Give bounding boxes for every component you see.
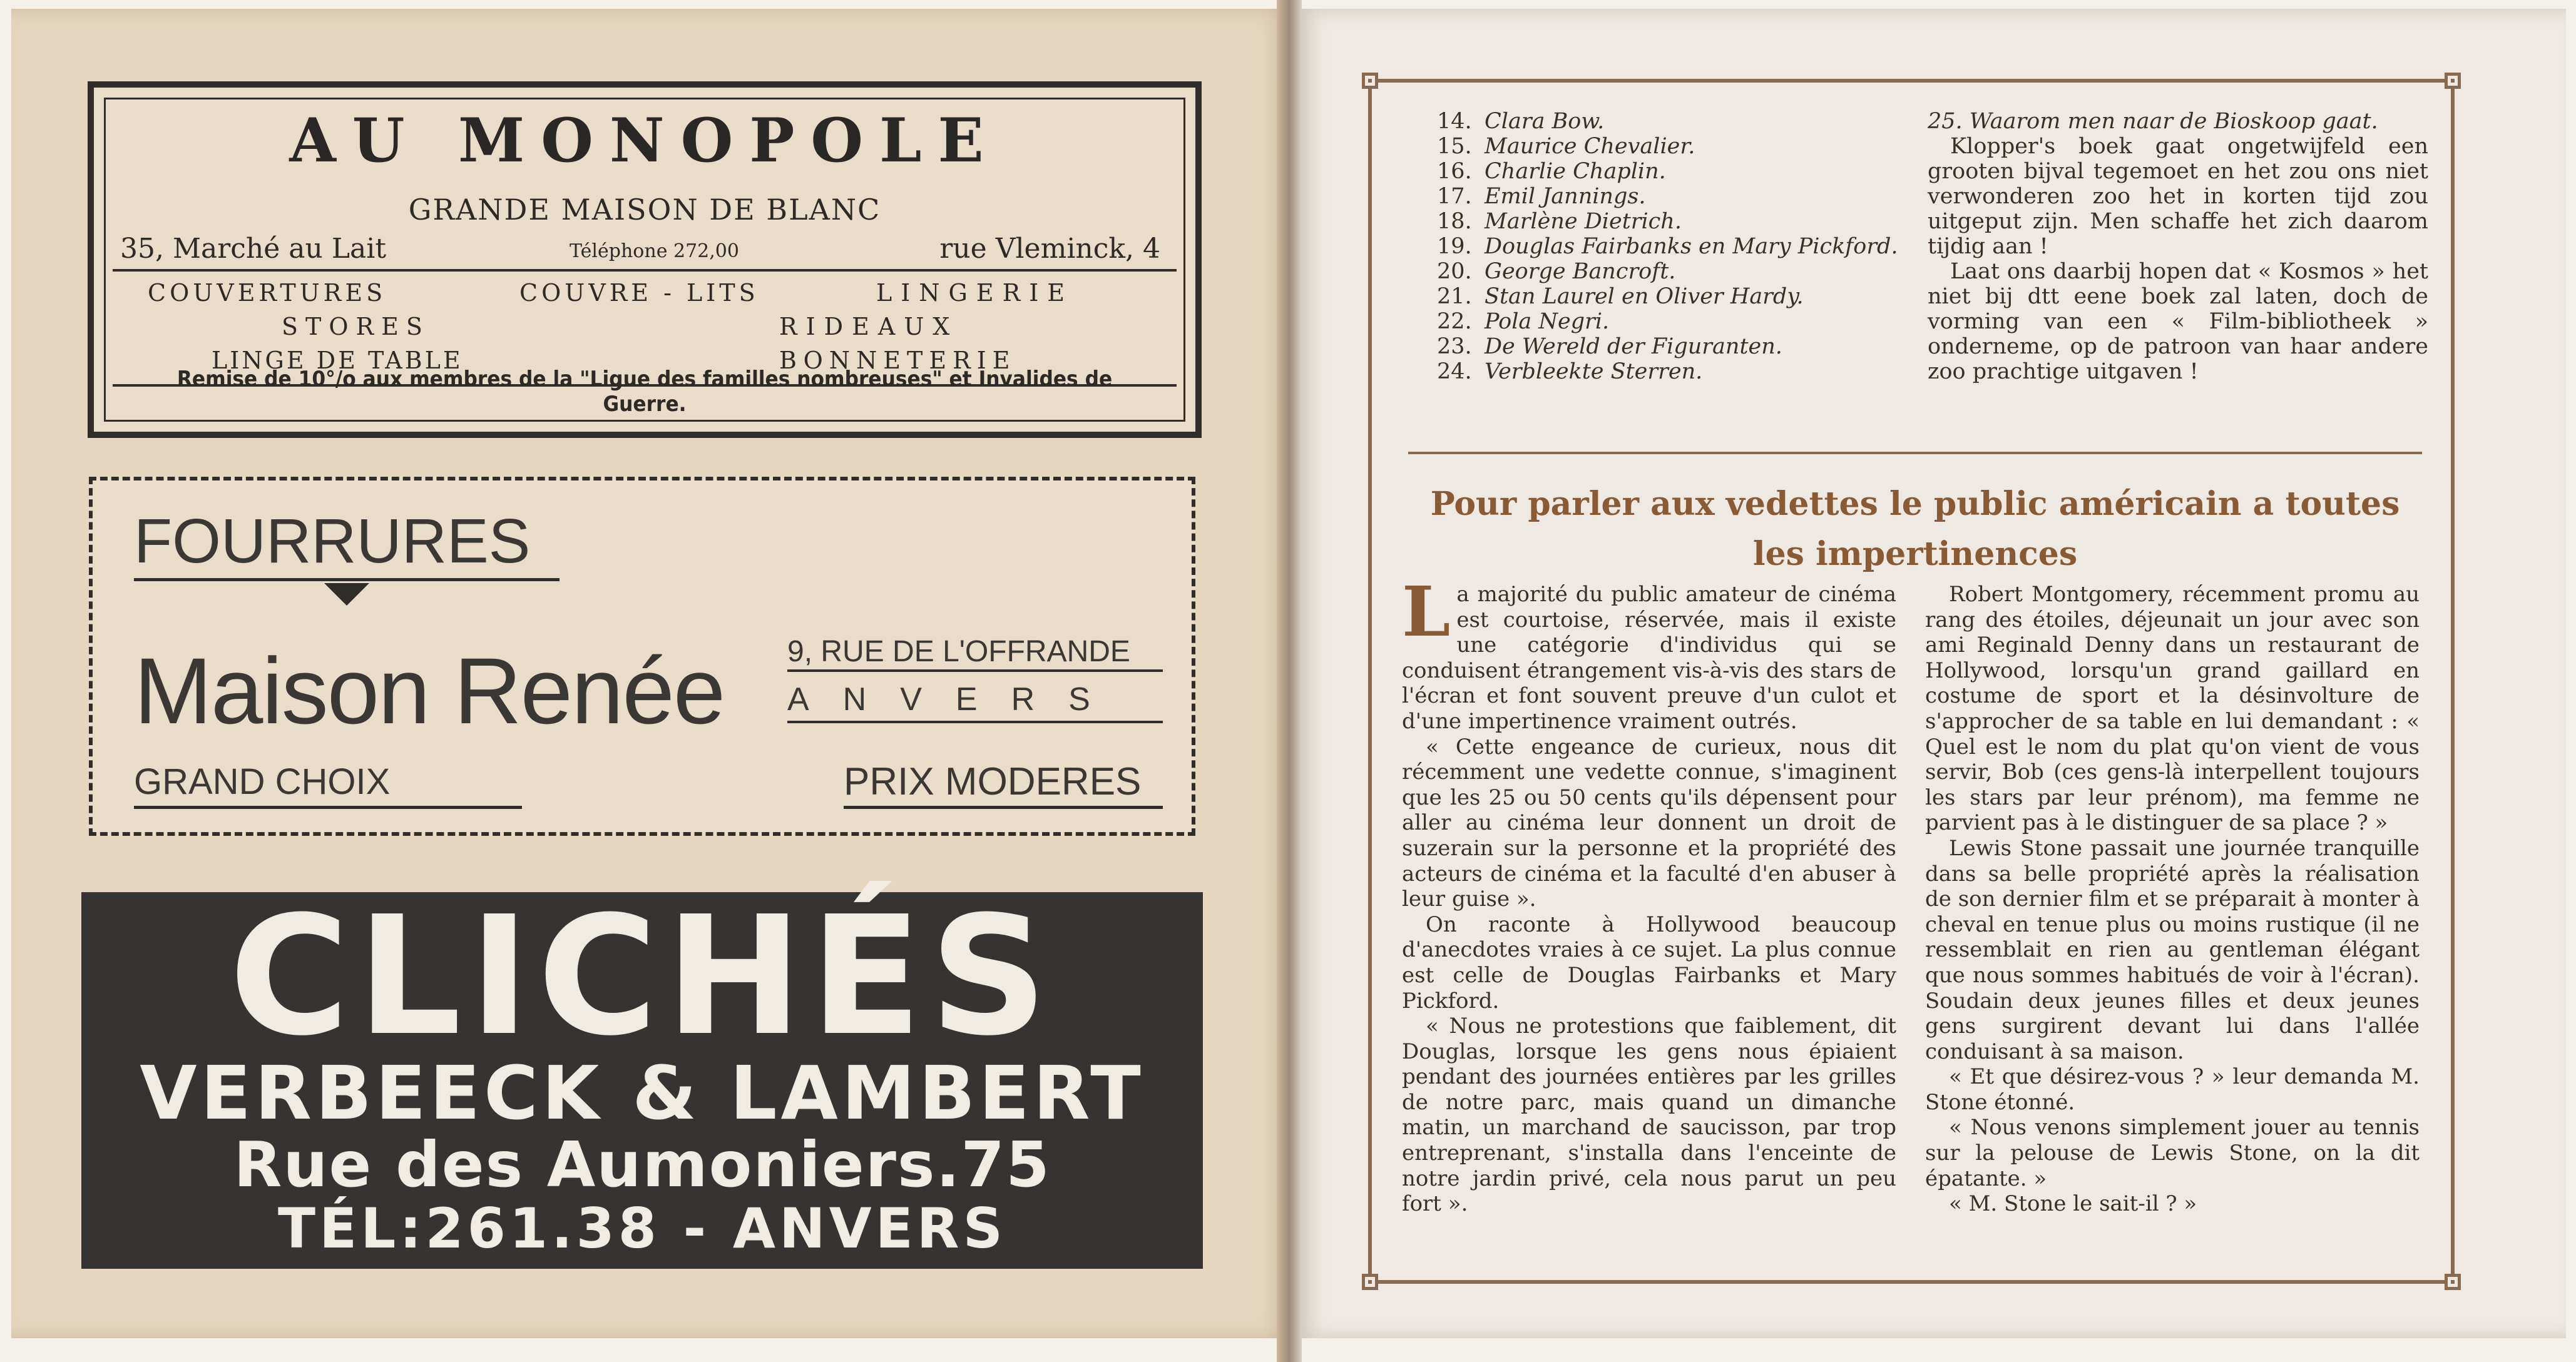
ad-underline <box>134 806 522 809</box>
chapter-number: 17. <box>1437 184 1472 209</box>
ad-item: LINGE DE TABLE <box>212 347 463 374</box>
paragraph: Laat ons daarbij hopen dat « Kosmos » het niet bij dtt eene boek zal laten, doch de vorming van een « Film-bibliotheek » onderneme, op de patroon van haar andere zoo prachtige uitgaven ! <box>1928 259 2428 384</box>
paragraph: « M. Stone le sait-il ? » <box>1949 1191 2197 1217</box>
list-item <box>1437 134 1925 159</box>
corner-ornament <box>1362 1274 1378 1290</box>
drop-cap: L <box>1402 571 1451 652</box>
list-item <box>1437 309 1925 334</box>
corner-ornament <box>1362 73 1378 89</box>
ad-item: COUVERTURES <box>148 279 387 307</box>
ad-item: COUVRE - LITS <box>519 279 759 307</box>
chapter-number: 23. <box>1437 334 1472 359</box>
ad-maison-renee <box>89 477 1195 836</box>
ad-underline <box>787 721 1163 723</box>
ad-cliches <box>81 881 1203 1269</box>
ad-address: 35, Marché au Lait <box>120 233 387 265</box>
list-item <box>1437 159 1925 184</box>
corner-ornament <box>2445 73 2461 89</box>
ad-au-monopole <box>88 81 1202 438</box>
chapter-number: 20. <box>1437 259 1472 284</box>
chapter-title: Marlène Dietrich. <box>1485 209 1682 234</box>
corner-ornament <box>2445 1274 2461 1290</box>
chapter-title: Emil Jannings. <box>1485 184 1646 209</box>
chapter-title: 25. Waarom men naar de Bioskoop gaat. <box>1928 109 2378 134</box>
ad-tag-left: GRAND CHOIX <box>134 761 391 802</box>
list-item <box>1437 209 1925 234</box>
article-column-right <box>1925 582 2420 1217</box>
chapter-title: George Bancroft. <box>1485 259 1676 284</box>
list-item <box>1437 109 1925 134</box>
list-item <box>1437 184 1925 209</box>
chapter-title: Maurice Chevalier. <box>1485 134 1695 159</box>
ad-title: CLICHÉS <box>229 881 1055 1072</box>
chapter-number: 16. <box>1437 159 1472 184</box>
paragraph: On raconte à Hollywood beaucoup d'anecdotes vraies à ce sujet. La plus connue est celle de Douglas Fairbanks et Mary Pickford. <box>1402 912 1896 1014</box>
ad-underline <box>787 669 1163 672</box>
ad-title: AU MONOPOLE <box>289 105 1000 176</box>
chapter-title: Verbleekte Sterren. <box>1485 359 1703 384</box>
chapter-number: 15. <box>1437 134 1472 159</box>
paragraph: Robert Montgomery, récemment promu au rang des étoiles, déjeunait un jour avec son ami Reginald Denny dans un restaurant de Hollywood, lorsqu'un grand gaillard en costume de sport et la désinvolture de s'approcher de sa table en lui demandant : « Quel est le nom du plat qu'on vient de vous servir, Bob (ces gens-là interpellent toujours les stars par leur prénom), ma femme ne parvient pas à le distinguer de sa place ? » <box>1925 582 2420 836</box>
list-item <box>1437 284 1925 309</box>
ad-shop-name: Maison Renée <box>134 638 725 743</box>
paragraph: « Nous venons simplement jouer au tennis sur la pelouse de Lewis Stone, on la dit épatante. » <box>1925 1115 2420 1191</box>
ad-underline <box>844 806 1163 809</box>
chapter-title: Stan Laurel en Oliver Hardy. <box>1485 284 1804 309</box>
ad-item: LINGERIE <box>876 279 1073 307</box>
ad-divider <box>113 269 1177 272</box>
list-item <box>1437 234 1925 259</box>
down-triangle-icon <box>324 583 369 606</box>
ad-item: RIDEAUX <box>779 313 959 340</box>
chapter-title: De Wereld der Figuranten. <box>1485 334 1782 359</box>
ad-item: BONNETERIE <box>779 347 1016 374</box>
chapter-number: 21. <box>1437 284 1472 309</box>
chapter-title: Clara Bow. <box>1485 109 1605 134</box>
ad-item: STORES <box>282 313 430 340</box>
chapter-number: 14. <box>1437 109 1472 134</box>
chapter-title: Douglas Fairbanks en Mary Pickford. <box>1485 234 1898 259</box>
list-item <box>1437 259 1925 284</box>
ad-underline <box>134 578 560 581</box>
section-divider <box>1408 452 2422 454</box>
paragraph <box>1402 571 1896 734</box>
ad-tag-right: PRIX MODERES <box>844 760 1142 803</box>
binding-gutter <box>1277 0 1302 1362</box>
ad-discount-note: Remise de 10°/o aux membres de la "Ligue des familles nombreuses" et Invalides de Guerre. <box>176 367 1113 417</box>
paragraph: « Cette engeance de curieux, nous dit récemment une vedette connue, s'imaginent que les 25 ou 50 cents qu'ils dépensent pour aller au cinéma leur donnent un droit de suzerain sur la personne et la propriété des acteurs de cinéma et la faculté d'en abuser à leur guise ». <box>1402 734 1896 912</box>
article-headline: Pour parler aux vedettes le public américain a toutes les impertinences <box>1430 485 2400 573</box>
ad-telephone: Téléphone 272,00 <box>570 240 739 262</box>
book-chapter-list <box>1437 109 1925 384</box>
book-review-text <box>1928 109 2428 384</box>
ad-telephone: TÉL:261.38 - ANVERS <box>278 1196 1006 1261</box>
ad-city: ANVERS <box>787 681 1124 718</box>
list-item <box>1437 334 1925 359</box>
ad-company: VERBEECK & LAMBERT <box>140 1050 1145 1136</box>
ad-heading: FOURRURES <box>134 506 531 576</box>
list-item <box>1437 359 1925 384</box>
paragraph-text: a majorité du public amateur de cinéma est courtoise, réservée, mais il existe une catégorie d'individus qui se conduisent étrangement vis-à-vis des stars de l'écran et font souvent preuve d'un culot et d'une impertinence vraiment outrés. <box>1402 582 1896 734</box>
chapter-number: 22. <box>1437 309 1472 334</box>
chapter-title: Charlie Chaplin. <box>1485 159 1666 184</box>
ad-street: Rue des Aumoniers.75 <box>233 1128 1051 1201</box>
chapter-number: 24. <box>1437 359 1472 384</box>
paragraph: « Et que désirez-vous ? » leur demanda M. Stone étonné. <box>1925 1064 2420 1115</box>
paragraph: « Nous ne protestions que faiblement, dit Douglas, lorsque les gens nous épiaient pendant des journées entières par les grilles de notre parc, mais quand un dimanche matin, un marchand de saucisson, par trop entreprenant, s'installa dans l'enceinte de notre jardin privé, cela nous parut un peu fort ». <box>1402 1014 1896 1217</box>
article-column-left <box>1402 571 1896 1217</box>
ad-address: 9, RUE DE L'OFFRANDE <box>787 635 1130 668</box>
paragraph: Lewis Stone passait une journée tranquille dans sa belle propriété après la réalisation de son dernier film et se préparait à monter à cheval en tenue plus ou moins rustique (il ne ressemblait en rien au gentleman élégant que nous sommes habitués de voir à l'écran). Soudain deux jeunes filles et deux jeunes gens surgirent devant lui dans l'allée conduisant à sa maison. <box>1925 835 2420 1064</box>
paragraph: Klopper's boek gaat ongetwijfeld een grooten bijval tegemoet en het zou ons niet verwonderen zoo het in korten tijd zou uitgeput zijn. Men schaffe het zich daarom tijdig aan ! <box>1928 134 2428 259</box>
chapter-number: 18. <box>1437 209 1472 234</box>
ad-subtitle: GRANDE MAISON DE BLANC <box>408 193 881 226</box>
chapter-number: 19. <box>1437 234 1472 259</box>
ad-street: rue Vleminck, 4 <box>939 233 1160 265</box>
chapter-title: Pola Negri. <box>1485 309 1610 334</box>
